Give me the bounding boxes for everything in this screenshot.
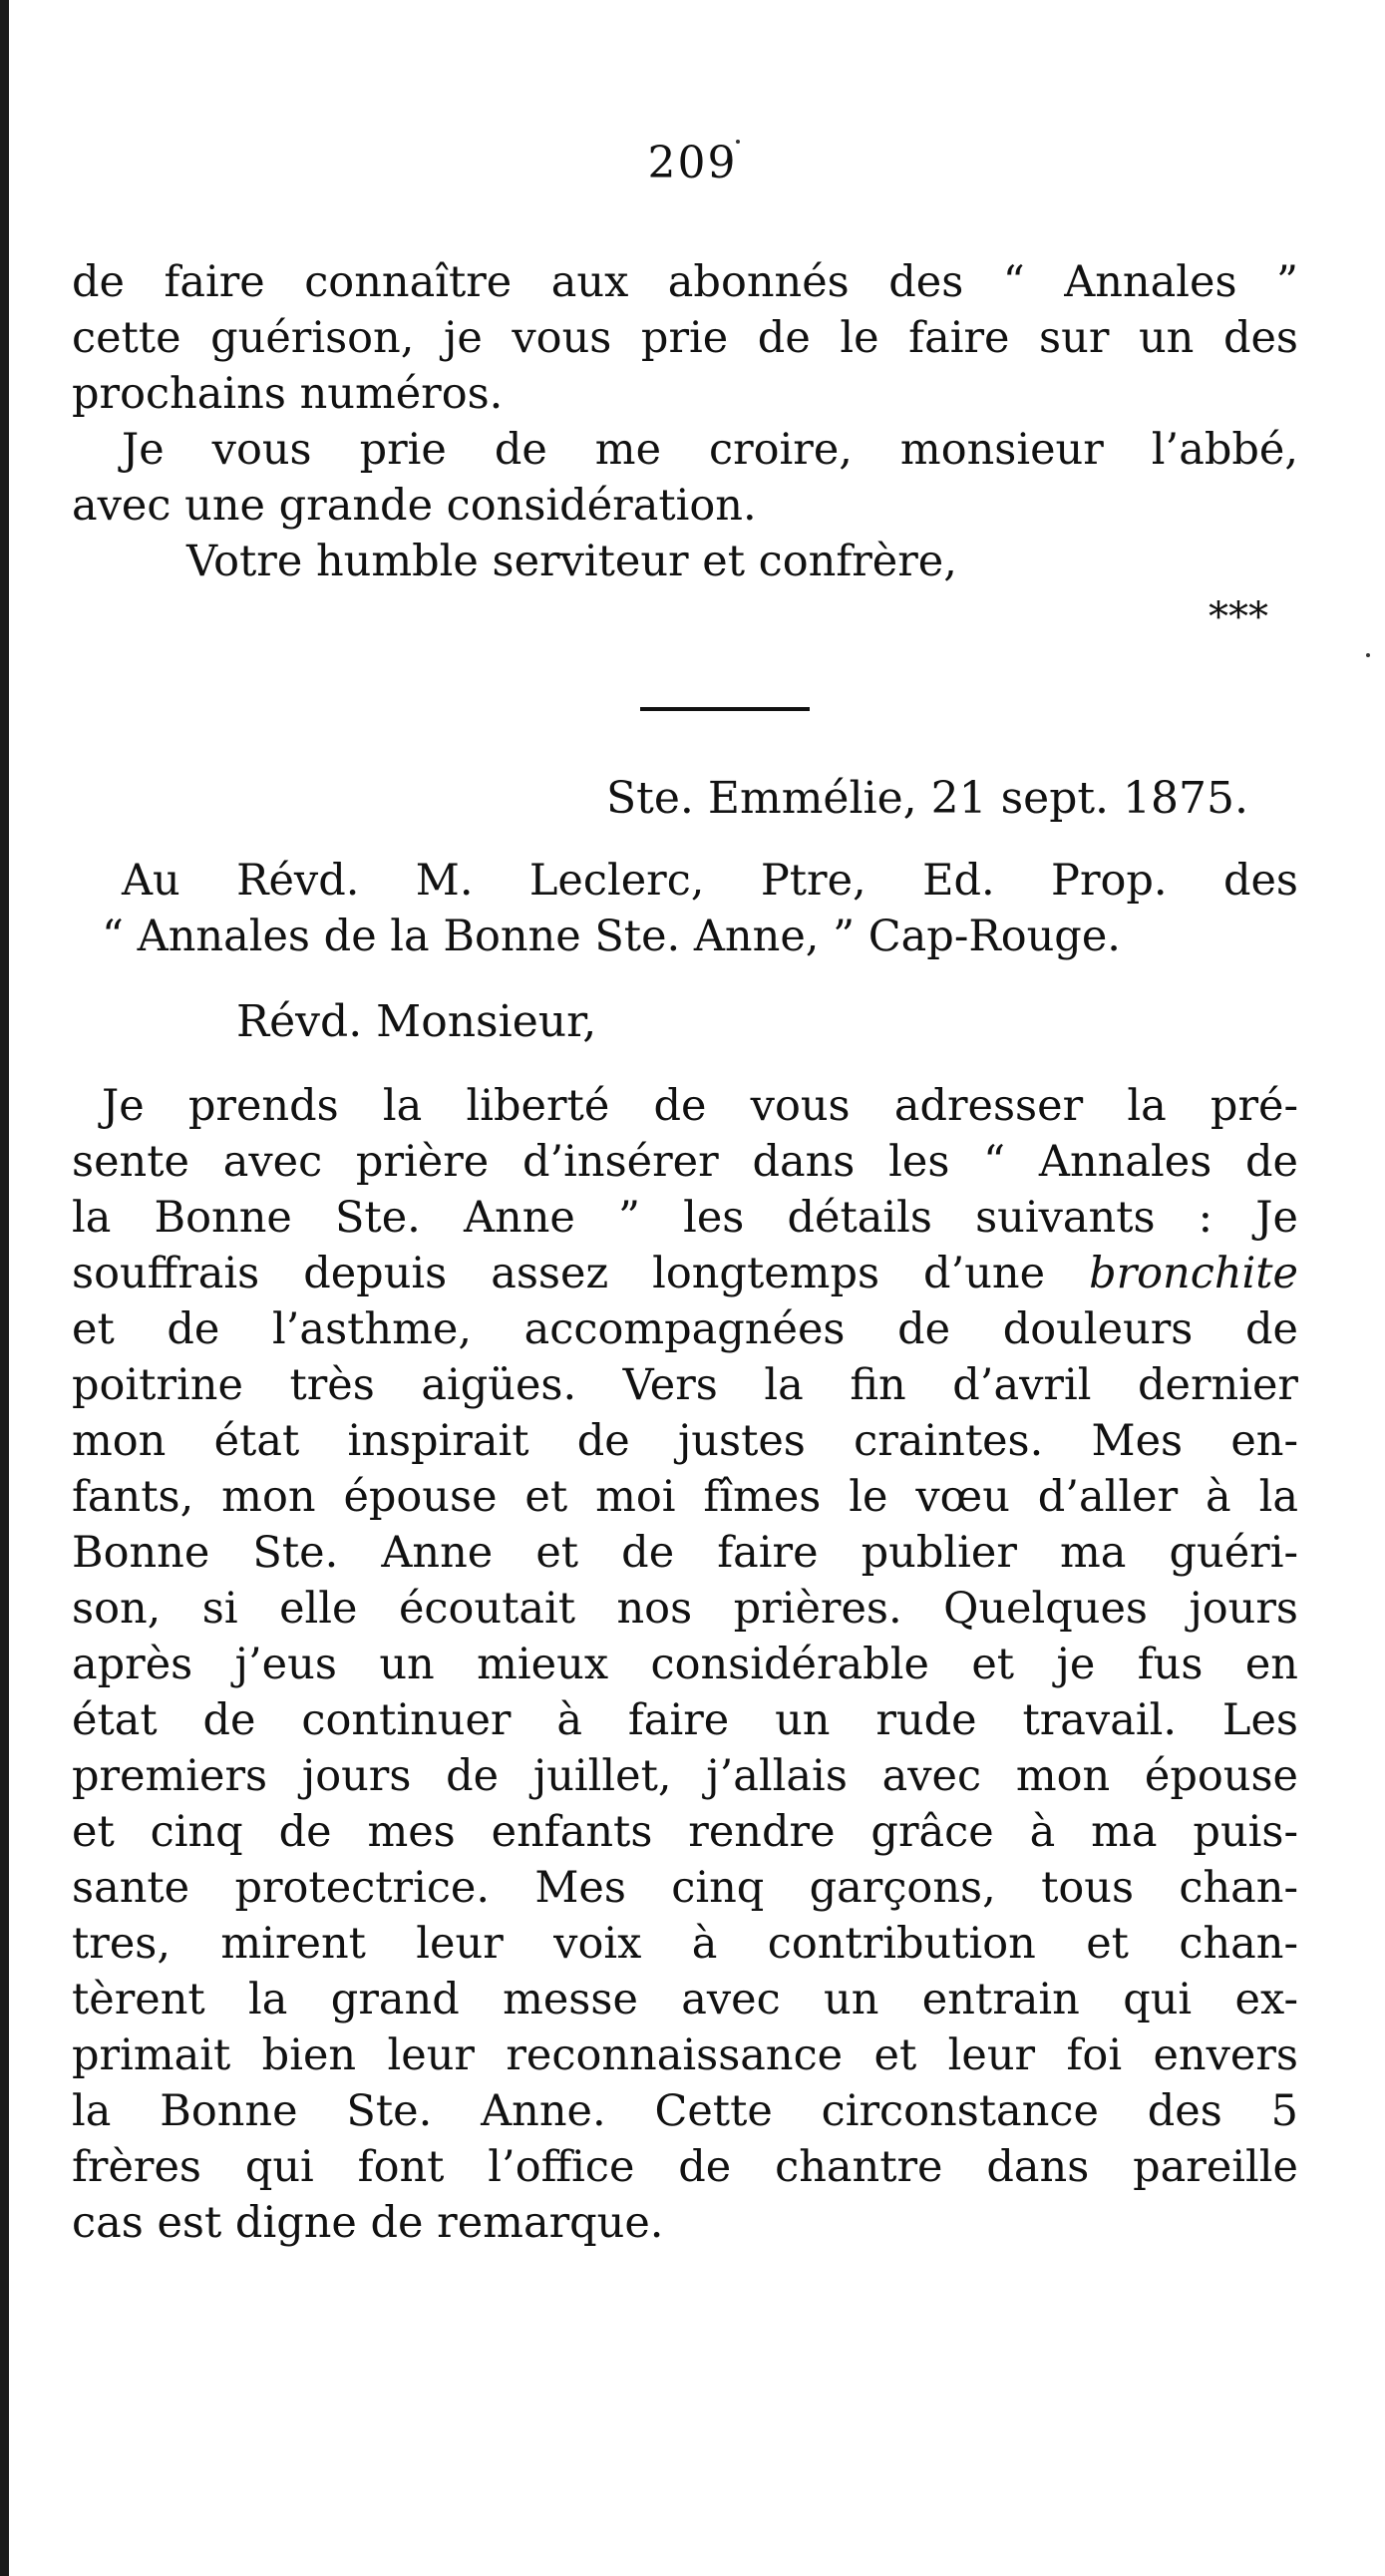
- text-line: et de l’asthme, accompagnées de douleurs de: [72, 1304, 1298, 1354]
- text-line: frères qui font l’office de chantre dans pareille: [72, 2142, 1298, 2192]
- text-line: premiers jours de juillet, j’allais avec mon épouse: [72, 1751, 1298, 1801]
- text-line: souffrais depuis assez longtemps d’une bronchite: [72, 1249, 1298, 1298]
- text-line: état de continuer à faire un rude travail. Les: [72, 1695, 1298, 1745]
- text-line: cas est digne de remarque.: [72, 2198, 664, 2248]
- letter-end: [72, 254, 1298, 645]
- dateline: Ste. Emmélie, 21 sept. 1875.: [606, 773, 1248, 824]
- text-line: la Bonne Ste. Anne. Cette circonstance des 5: [72, 2086, 1298, 2136]
- address-line: Au Révd. M. Leclerc, Ptre, Ed. Prop. des: [122, 856, 1298, 906]
- text-line: cette guérison, je vous prie de le faire sur un des: [72, 313, 1298, 363]
- text-line: primait bien leur reconnaissance et leur foi envers: [72, 2030, 1298, 2080]
- letter-body: [72, 1078, 1298, 2251]
- salutation: Révd. Monsieur,: [236, 996, 597, 1047]
- text-line: sente avec prière d’insérer dans les “ Annales de: [72, 1137, 1298, 1187]
- text-line: de faire connaître aux abonnés des “ Annales ”: [72, 257, 1298, 307]
- text-line: Je vous prie de me croire, monsieur l’abbé,: [122, 425, 1298, 475]
- address-block: [72, 853, 1298, 964]
- valediction: Votre humble serviteur et confrère,: [186, 537, 957, 586]
- text-line: tèrent la grand messe avec un entrain qui ex-: [72, 1975, 1298, 2024]
- text-line: Bonne Ste. Anne et de faire publier ma guéri-: [72, 1528, 1298, 1578]
- text-line: Je prends la liberté de vous adresser la pré-: [102, 1081, 1298, 1131]
- text-line: avec une grande considération.: [72, 481, 757, 531]
- text-line: et cinq de mes enfants rendre grâce à ma puis-: [72, 1807, 1298, 1857]
- text-line: tres, mirent leur voix à contribution et chan-: [72, 1919, 1298, 1969]
- text-line: mon état inspirait de justes craintes. Mes en-: [72, 1416, 1298, 1466]
- page-body: [72, 254, 1298, 2251]
- text-line: la Bonne Ste. Anne ” les détails suivants : Je: [72, 1193, 1298, 1243]
- text-line: après j’eus un mieux considérable et je fus en: [72, 1640, 1298, 1689]
- text-line: son, si elle écoutait nos prières. Quelques jours: [72, 1584, 1298, 1634]
- section-divider: [640, 707, 810, 711]
- text-line: fants, mon épouse et moi fîmes le vœu d’aller à la: [72, 1472, 1298, 1522]
- ink-speck: [1366, 653, 1370, 657]
- address-line: “ Annales de la Bonne Ste. Anne, ” Cap-Rouge.: [102, 912, 1121, 961]
- signature-asterisks: ***: [1209, 594, 1268, 640]
- text-line: prochains numéros.: [72, 369, 504, 419]
- text-line: sante protectrice. Mes cinq garçons, tous chan-: [72, 1863, 1298, 1913]
- text-line: poitrine très aigües. Vers la fin d’avril dernier: [72, 1360, 1298, 1410]
- second-letter: [72, 771, 1298, 2251]
- left-page-edge-rule: [0, 0, 9, 2576]
- italic-word: bronchite: [1089, 1249, 1298, 1298]
- page-number: 209: [647, 138, 738, 188]
